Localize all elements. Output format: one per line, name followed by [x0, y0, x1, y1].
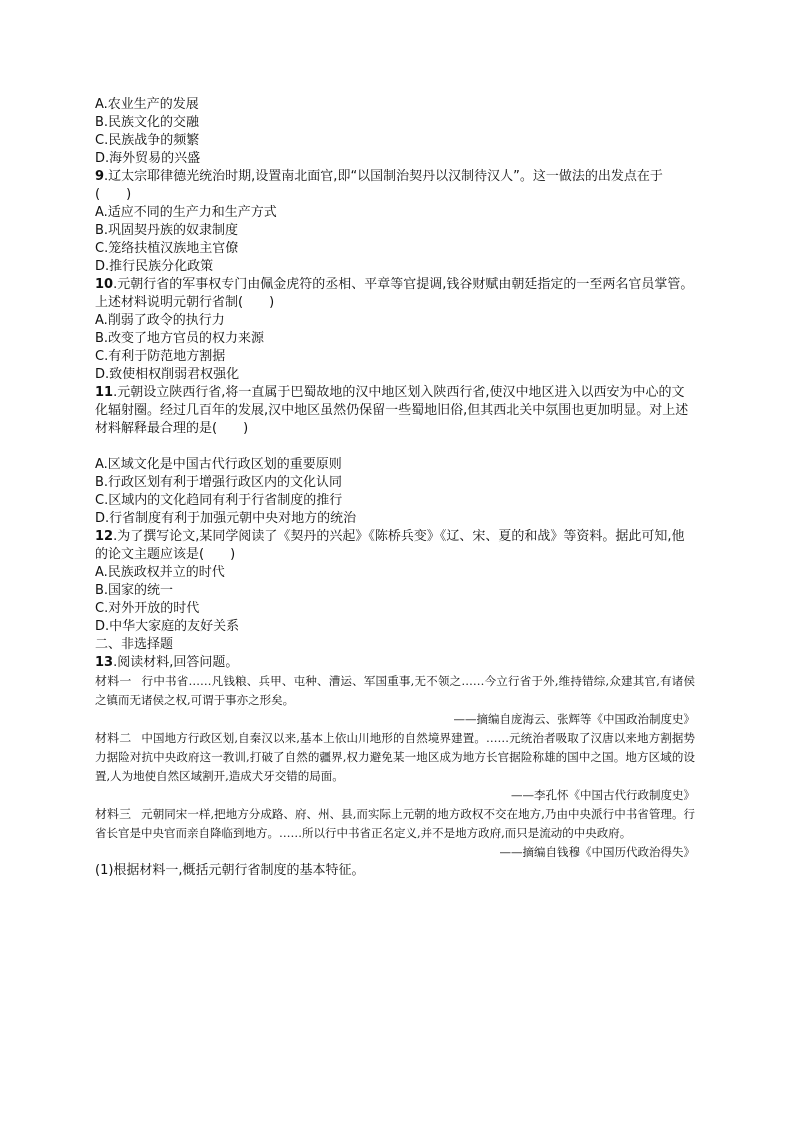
material-1-text: 行中书省……凡钱粮、兵甲、屯种、漕运、军国重事,无不领之……今立行省于外,维持错综,众建其官,有诸侯之镇而无诸侯之权,可谓于事亦之形矣。 [95, 674, 695, 707]
q9-stem-text: .辽太宗耶律德光统治时期,设置南北面官,即“以国制治契丹以汉制待汉人”。这一做法的出发点在于( ) [95, 169, 663, 202]
q8-option-b: B.民族文化的交融 [95, 115, 200, 130]
q8-option-c: C.民族战争的频繁 [95, 133, 200, 148]
q13-material-3 [95, 805, 695, 862]
material-2-label: 材料二 [95, 731, 132, 745]
material-2-text: 中国地方行政区划,自秦汉以来,基本上依山川地形的自然境界建置。……元统治者吸取了汉唐以来地方割据势力据险对抗中央政府这一教训,打破了自然的疆界,权力避免某一地区成为地方长官据险称雄的国中之国。地方区域的设置,人为地使自然区域割开,造成犬牙交错的局面。 [95, 731, 695, 783]
material-1-label: 材料一 [95, 674, 132, 688]
exam-page [95, 96, 695, 880]
q13-stem-text: .阅读材料,回答问题。 [113, 655, 239, 670]
q11-option-d: D.行省制度有利于加强元朝中央对地方的统治 [95, 511, 357, 526]
q10-options [95, 312, 695, 384]
q12-option-b: B.国家的统一 [95, 583, 174, 598]
q8-options [95, 96, 695, 168]
material-3-text: 元朝同宋一样,把地方分成路、府、州、县,而实际上元朝的地方政权不交在地方,乃由中央派行中书省管理。行省长官是中央官而亲自降临到地方。……所以行中书省正名定义,并不是地方政府,而只是流动的中央政府。 [95, 807, 695, 840]
q11-number: 11 [95, 385, 114, 400]
q12-options [95, 564, 695, 636]
material-2-source: ——李孔怀《中国古代行政制度史》 [511, 788, 695, 802]
q10-option-c: C.有利于防范地方割据 [95, 349, 226, 364]
q11-option-c: C.区域内的文化趋同有利于行省制度的推行 [95, 493, 343, 508]
q10-option-d: D.致使相权削弱君权强化 [95, 367, 240, 382]
q12-option-a: A.民族政权并立的时代 [95, 565, 225, 580]
q10-stem [95, 276, 695, 312]
q13-stem [95, 654, 695, 672]
q13-number: 13 [95, 655, 114, 670]
q12-number: 12 [95, 529, 114, 544]
q9-stem [95, 168, 695, 204]
q9-option-c: C.笼络扶植汉族地主官僚 [95, 241, 239, 256]
q13-sub-question-1: (1)根据材料一,概括元朝行省制度的基本特征。 [95, 863, 365, 878]
q11-stem-text: .元朝设立陕西行省,将一直属于巴蜀故地的汉中地区划入陕西行省,使汉中地区进入以西安为中心的文化辐射圈。经过几百年的发展,汉中地区虽然仍保留一些蜀地旧俗,但其西北关中氛围也更加明显。对上述材料解释最合理的是( ) [95, 385, 689, 436]
q8-option-d: D.海外贸易的兴盛 [95, 151, 201, 166]
q12-stem-text: .为了撰写论文,某同学阅读了《契丹的兴起》《陈桥兵变》《辽、宋、夏的和战》等资料。据此可知,他的论文主题应该是( ) [95, 529, 685, 562]
q9-option-d: D.推行民族分化政策 [95, 259, 214, 274]
q9-number: 9 [95, 169, 105, 184]
q10-option-b: B.改变了地方官员的权力来源 [95, 331, 265, 346]
q12-option-d: D.中华大家庭的友好关系 [95, 619, 240, 634]
material-1-source: ——摘编自庞海云、张辉等《中国政治制度史》 [453, 712, 695, 726]
q11-spacer [95, 438, 695, 456]
q9-options [95, 204, 695, 276]
q10-option-a: A.削弱了政令的执行力 [95, 313, 225, 328]
q12-stem [95, 528, 695, 564]
q13-material-2 [95, 729, 695, 805]
q10-number: 10 [95, 277, 114, 292]
q11-options [95, 456, 695, 528]
material-3-source: ——摘编自钱穆《中国历代政治得失》 [499, 845, 695, 859]
q9-option-b: B.巩固契丹族的奴隶制度 [95, 223, 239, 238]
section-title-non-choice: 二、非选择题 [95, 637, 174, 652]
q11-option-a: A.区域文化是中国古代行政区划的重要原则 [95, 457, 342, 472]
q13-material-1 [95, 672, 695, 729]
q8-option-a: A.农业生产的发展 [95, 97, 199, 112]
material-3-label: 材料三 [95, 807, 132, 821]
q10-stem-text: .元朝行省的军事权专门由佩金虎符的丞相、平章等官提调,钱谷财赋由朝廷指定的一至两名官员掌管。上述材料说明元朝行省制( ) [95, 277, 694, 310]
q11-option-b: B.行政区划有利于增强行政区内的文化认同 [95, 475, 343, 490]
q11-stem [95, 384, 695, 438]
q12-option-c: C.对外开放的时代 [95, 601, 200, 616]
q9-option-a: A.适应不同的生产力和生产方式 [95, 205, 277, 220]
